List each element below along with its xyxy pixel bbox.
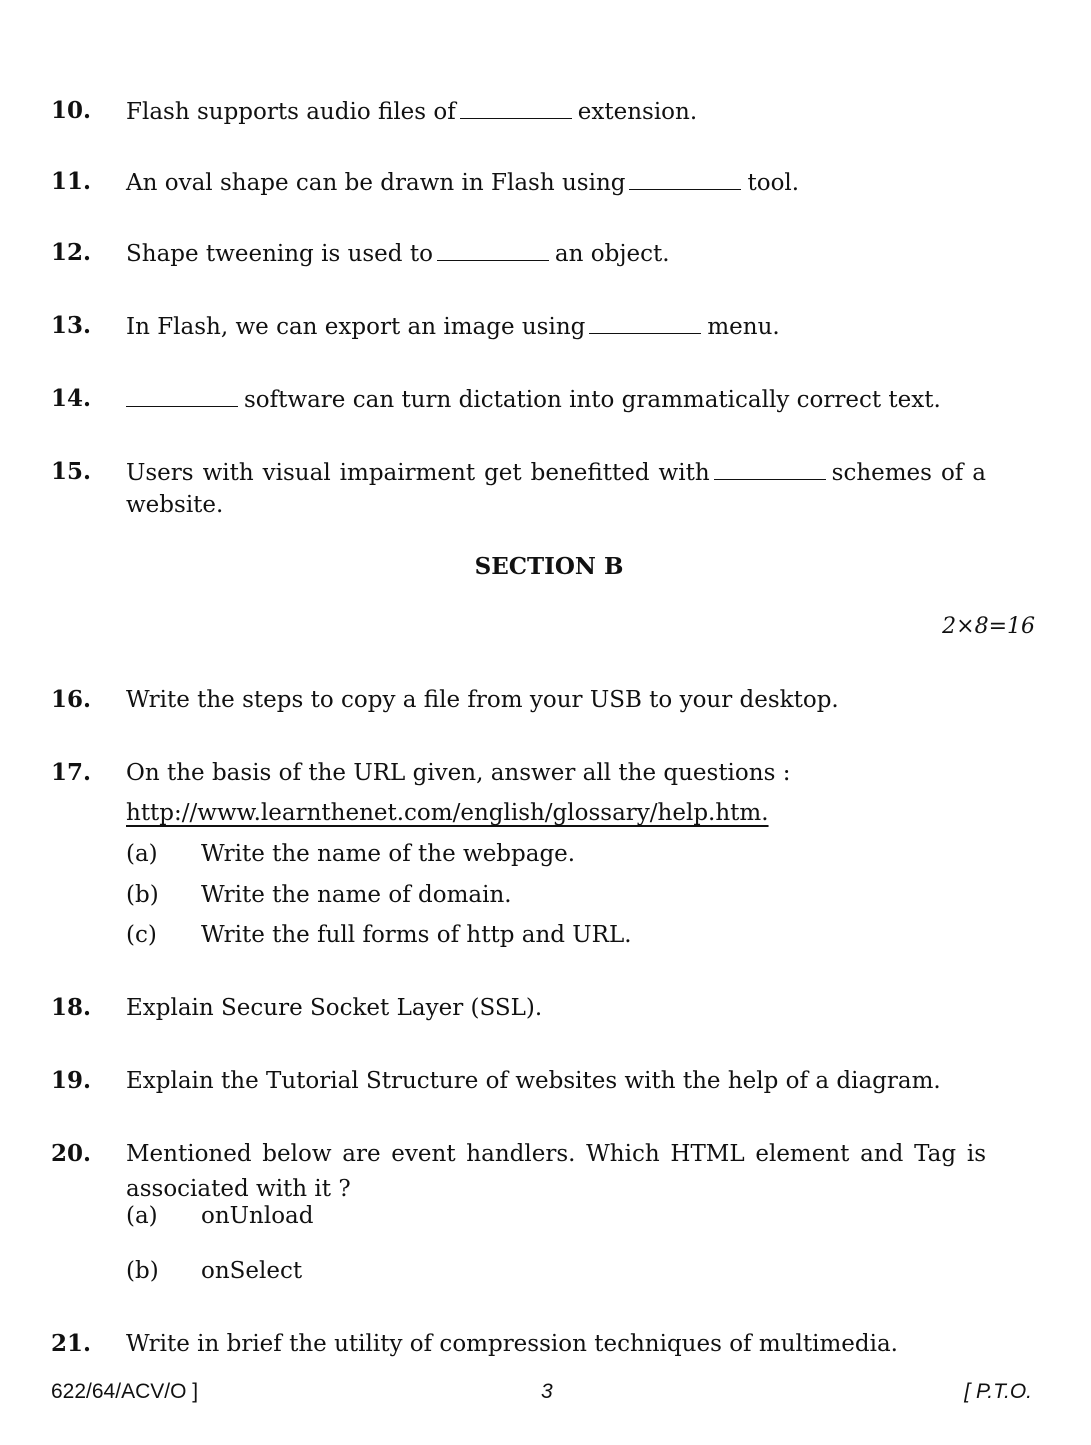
question-number: 12. — [51, 239, 92, 266]
question-number: 20. — [51, 1140, 92, 1167]
question-text: Explain Secure Socket Layer (SSL). — [126, 995, 543, 1021]
sub-question-label: (a) — [126, 1203, 158, 1229]
url-text: http://www.learnthenet.com/english/glossary/help.htm. — [126, 800, 769, 826]
answer-blank — [126, 382, 238, 407]
question-number: 15. — [51, 458, 92, 485]
page-footer — [0, 1376, 1091, 1408]
sub-question-text: onSelect — [201, 1258, 303, 1284]
question-text: Flash supports audio files of extension. — [126, 94, 986, 129]
question-number: 18. — [51, 994, 92, 1021]
question-number: 11. — [51, 168, 92, 195]
page-number: 3 — [541, 1380, 553, 1403]
question-text: An oval shape can be drawn in Flash using tool. — [126, 165, 986, 200]
answer-blank — [589, 309, 701, 334]
question-number: 17. — [51, 759, 92, 786]
section-b-title: SECTION B — [474, 553, 624, 580]
question-number: 13. — [51, 312, 92, 339]
question-text: Explain the Tutorial Structure of websites with the help of a diagram. — [126, 1068, 941, 1094]
question-text: Write in brief the utility of compression techniques of multimedia. — [126, 1331, 898, 1357]
pto-label: [ P.T.O. — [964, 1380, 1032, 1403]
question-text: Users with visual impairment get benefitted with schemes of a website. — [126, 455, 986, 521]
question-text: Mentioned below are event handlers. Which HTML element and Tag is associated with it ? — [126, 1141, 986, 1202]
sub-question-text: Write the full forms of http and URL. — [201, 922, 632, 948]
sub-question-label: (b) — [126, 1258, 159, 1284]
sub-question-text: onUnload — [201, 1203, 314, 1229]
sub-question-text: Write the name of domain. — [201, 882, 512, 908]
sub-question-label: (c) — [126, 922, 157, 948]
sub-question-label: (a) — [126, 841, 158, 867]
sub-question-text: Write the name of the webpage. — [201, 841, 576, 867]
answer-blank — [460, 94, 572, 119]
question-text: software can turn dictation into grammatically correct text. — [126, 382, 986, 417]
question-text: In Flash, we can export an image using menu. — [126, 309, 986, 344]
question-text: Write the steps to copy a file from your USB to your desktop. — [126, 687, 839, 713]
question-number: 16. — [51, 686, 92, 713]
question-text: Shape tweening is used to an object. — [126, 236, 986, 271]
question-number: 14. — [51, 385, 92, 412]
question-number: 19. — [51, 1067, 92, 1094]
sub-question-label: (b) — [126, 882, 159, 908]
paper-code: 622/64/ACV/O ] — [51, 1380, 199, 1403]
answer-blank — [437, 236, 549, 261]
question-number: 10. — [51, 97, 92, 124]
question-url — [126, 796, 986, 830]
answer-blank — [714, 455, 826, 480]
section-marks: 2×8=16 — [942, 614, 1035, 639]
answer-blank — [629, 165, 741, 190]
question-text: On the basis of the URL given, answer all the questions : — [126, 760, 791, 786]
question-number: 21. — [51, 1330, 92, 1357]
